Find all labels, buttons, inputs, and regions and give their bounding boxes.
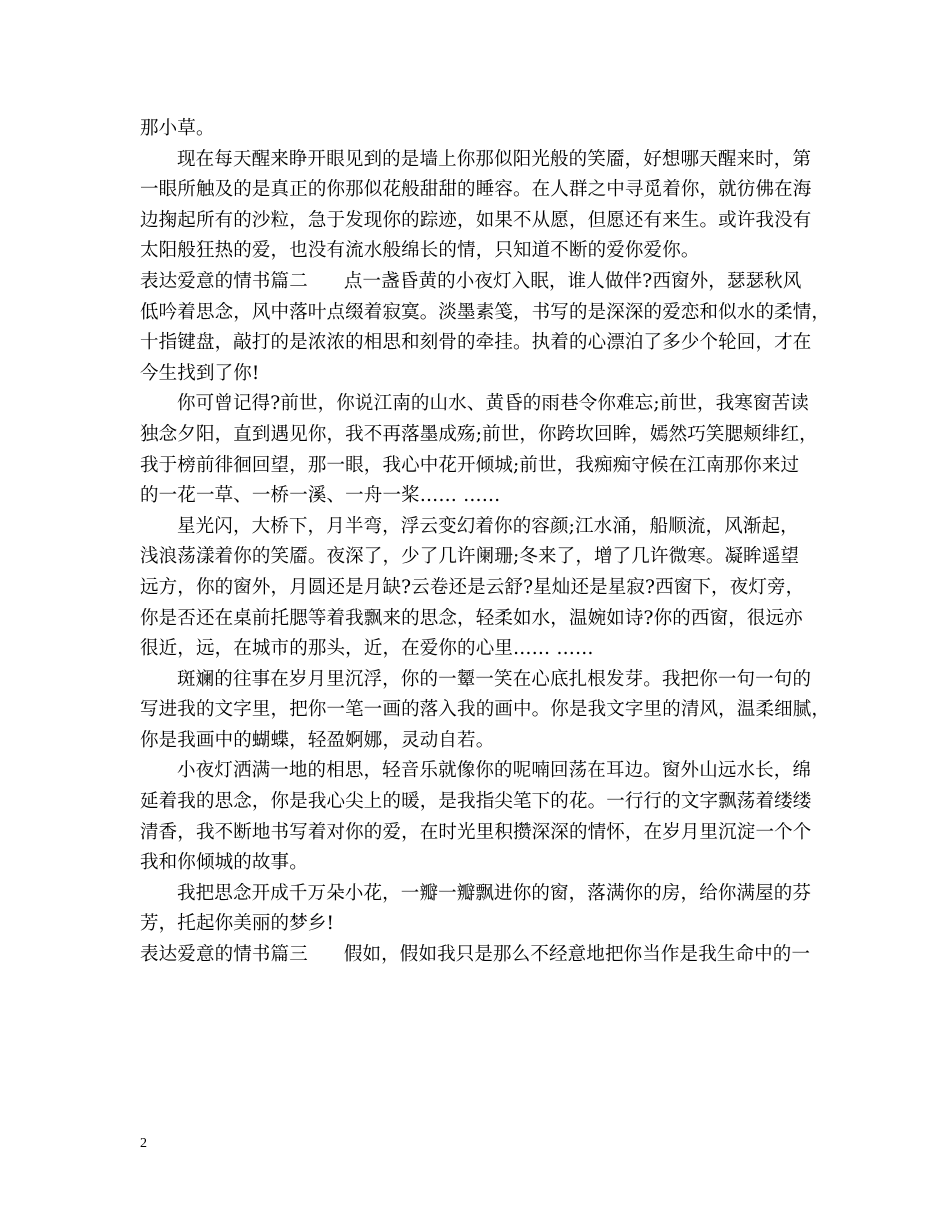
text-line <box>140 726 830 757</box>
line-text: 你是我画中的蝴蝶，轻盈婀娜，灵动自若。 <box>140 729 495 751</box>
line-text: 远方，你的窗外，月圆还是月缺?云卷还是云舒?星灿还是星寂?西窗下，夜灯旁， <box>140 576 805 598</box>
text-line <box>140 206 830 237</box>
line-text: 独念夕阳，直到遇见你，我不再落墨成殇;前世，你跨坎回眸，嫣然巧笑腮颊绯红， <box>140 423 818 445</box>
section-heading-line <box>140 940 830 971</box>
line-text: 清香，我不断地书写着对你的爱，在时光里积攒深深的情怀，在岁月里沉淀一个个 <box>140 821 812 843</box>
line-text: 你可曾记得?前世，你说江南的山水、黄昏的雨巷令你难忘;前世，我寒窗苦读 <box>177 393 809 415</box>
line-text: 星光闪，大桥下，月半弯，浮云变幻着你的容颜;江水涌，船顺流，风渐起， <box>177 515 799 537</box>
line-text: 太阳般狂热的爱，也没有流水般绵长的情，只知道不断的爱你爱你。 <box>140 240 700 262</box>
text-line <box>140 818 830 849</box>
line-text: 芳，托起你美丽的梦乡! <box>140 913 335 935</box>
line-text: 低吟着思念，风中落叶点缀着寂寞。淡墨素笺，书写的是深深的爱恋和似水的柔情， <box>140 301 830 323</box>
text-line <box>140 695 830 726</box>
line-text: 我于榜前徘徊回望，那一眼，我心中花开倾城;前世，我痴痴守候在江南那你来过 <box>140 454 800 476</box>
line-text: 延着我的思念，你是我心尖上的暖，是我指尖笔下的花。一行行的文字飘荡着缕缕 <box>140 791 812 813</box>
line-text: 写进我的文字里，把你一笔一画的落入我的画中。你是我文字里的清风，温柔细腻， <box>140 699 830 721</box>
document-body <box>140 114 830 971</box>
text-line <box>140 573 830 604</box>
line-text: 很近，远，在城市的那头，近，在爱你的心里…… …… <box>140 638 594 660</box>
text-line <box>140 756 830 787</box>
text-line <box>140 542 830 573</box>
line-text: 现在每天醒来睁开眼见到的是墙上你那似阳光般的笑靥，好想哪天醒来时，第 <box>177 148 812 170</box>
line-text: 小夜灯洒满一地的相思，轻音乐就像你的呢喃回荡在耳边。窗外山远水长，绵 <box>177 760 812 782</box>
text-line <box>140 175 830 206</box>
line-text: 我把思念开成千万朵小花，一瓣一瓣飘进你的窗，落满你的房，给你满屋的芬 <box>177 882 812 904</box>
line-text: 十指键盘，敲打的是浓浓的相思和刻骨的牵挂。执着的心漂泊了多少个轮回，才在 <box>140 332 812 354</box>
section-heading-line <box>140 267 830 298</box>
line-text: 你是否还在桌前托腮等着我飘来的思念，轻柔如水，温婉如诗?你的西窗，很远亦 <box>140 607 803 629</box>
line-text: 今生找到了你! <box>140 362 260 384</box>
line-text: 点一盏昏黄的小夜灯入眠，谁人做伴?西窗外，瑟瑟秋风 <box>343 270 802 292</box>
line-text: 那小草。 <box>140 118 215 139</box>
text-line <box>140 512 830 543</box>
section-heading: 表达爱意的情书篇二 <box>140 270 308 292</box>
text-line <box>140 389 830 420</box>
page-number: 2 <box>140 1136 147 1151</box>
text-line <box>140 604 830 635</box>
text-line <box>140 451 830 482</box>
text-line <box>140 665 830 696</box>
text-line <box>140 420 830 451</box>
line-text: 斑斓的往事在岁月里沉浮，你的一颦一笑在心底扎根发芽。我把你一句一句的 <box>177 668 812 690</box>
text-line <box>140 787 830 818</box>
text-line <box>140 236 830 267</box>
text-line <box>140 328 830 359</box>
text-line <box>140 879 830 910</box>
line-text: 浅浪荡漾着你的笑靥。夜深了，少了几许阑珊;冬来了，增了几许微寒。凝眸遥望 <box>140 546 800 568</box>
text-line <box>140 114 830 145</box>
text-line <box>140 481 830 512</box>
line-text: 我和你倾城的故事。 <box>140 852 308 874</box>
text-line <box>140 909 830 940</box>
text-line <box>140 145 830 176</box>
text-line <box>140 848 830 879</box>
text-line <box>140 359 830 390</box>
line-text: 的一花一草、一桥一溪、一舟一桨…… …… <box>140 485 501 507</box>
text-line <box>140 298 830 329</box>
line-text: 边掬起所有的沙粒，急于发现你的踪迹，如果不从愿，但愿还有来生。或许我没有 <box>140 209 812 231</box>
line-text: 一眼所触及的是真正的你那似花般甜甜的睡容。在人群之中寻觅着你，就彷佛在海 <box>140 179 812 201</box>
section-heading: 表达爱意的情书篇三 <box>140 944 308 966</box>
line-text: 假如，假如我只是那么不经意地把你当作是我生命中的一 <box>343 944 811 966</box>
text-line <box>140 634 830 665</box>
